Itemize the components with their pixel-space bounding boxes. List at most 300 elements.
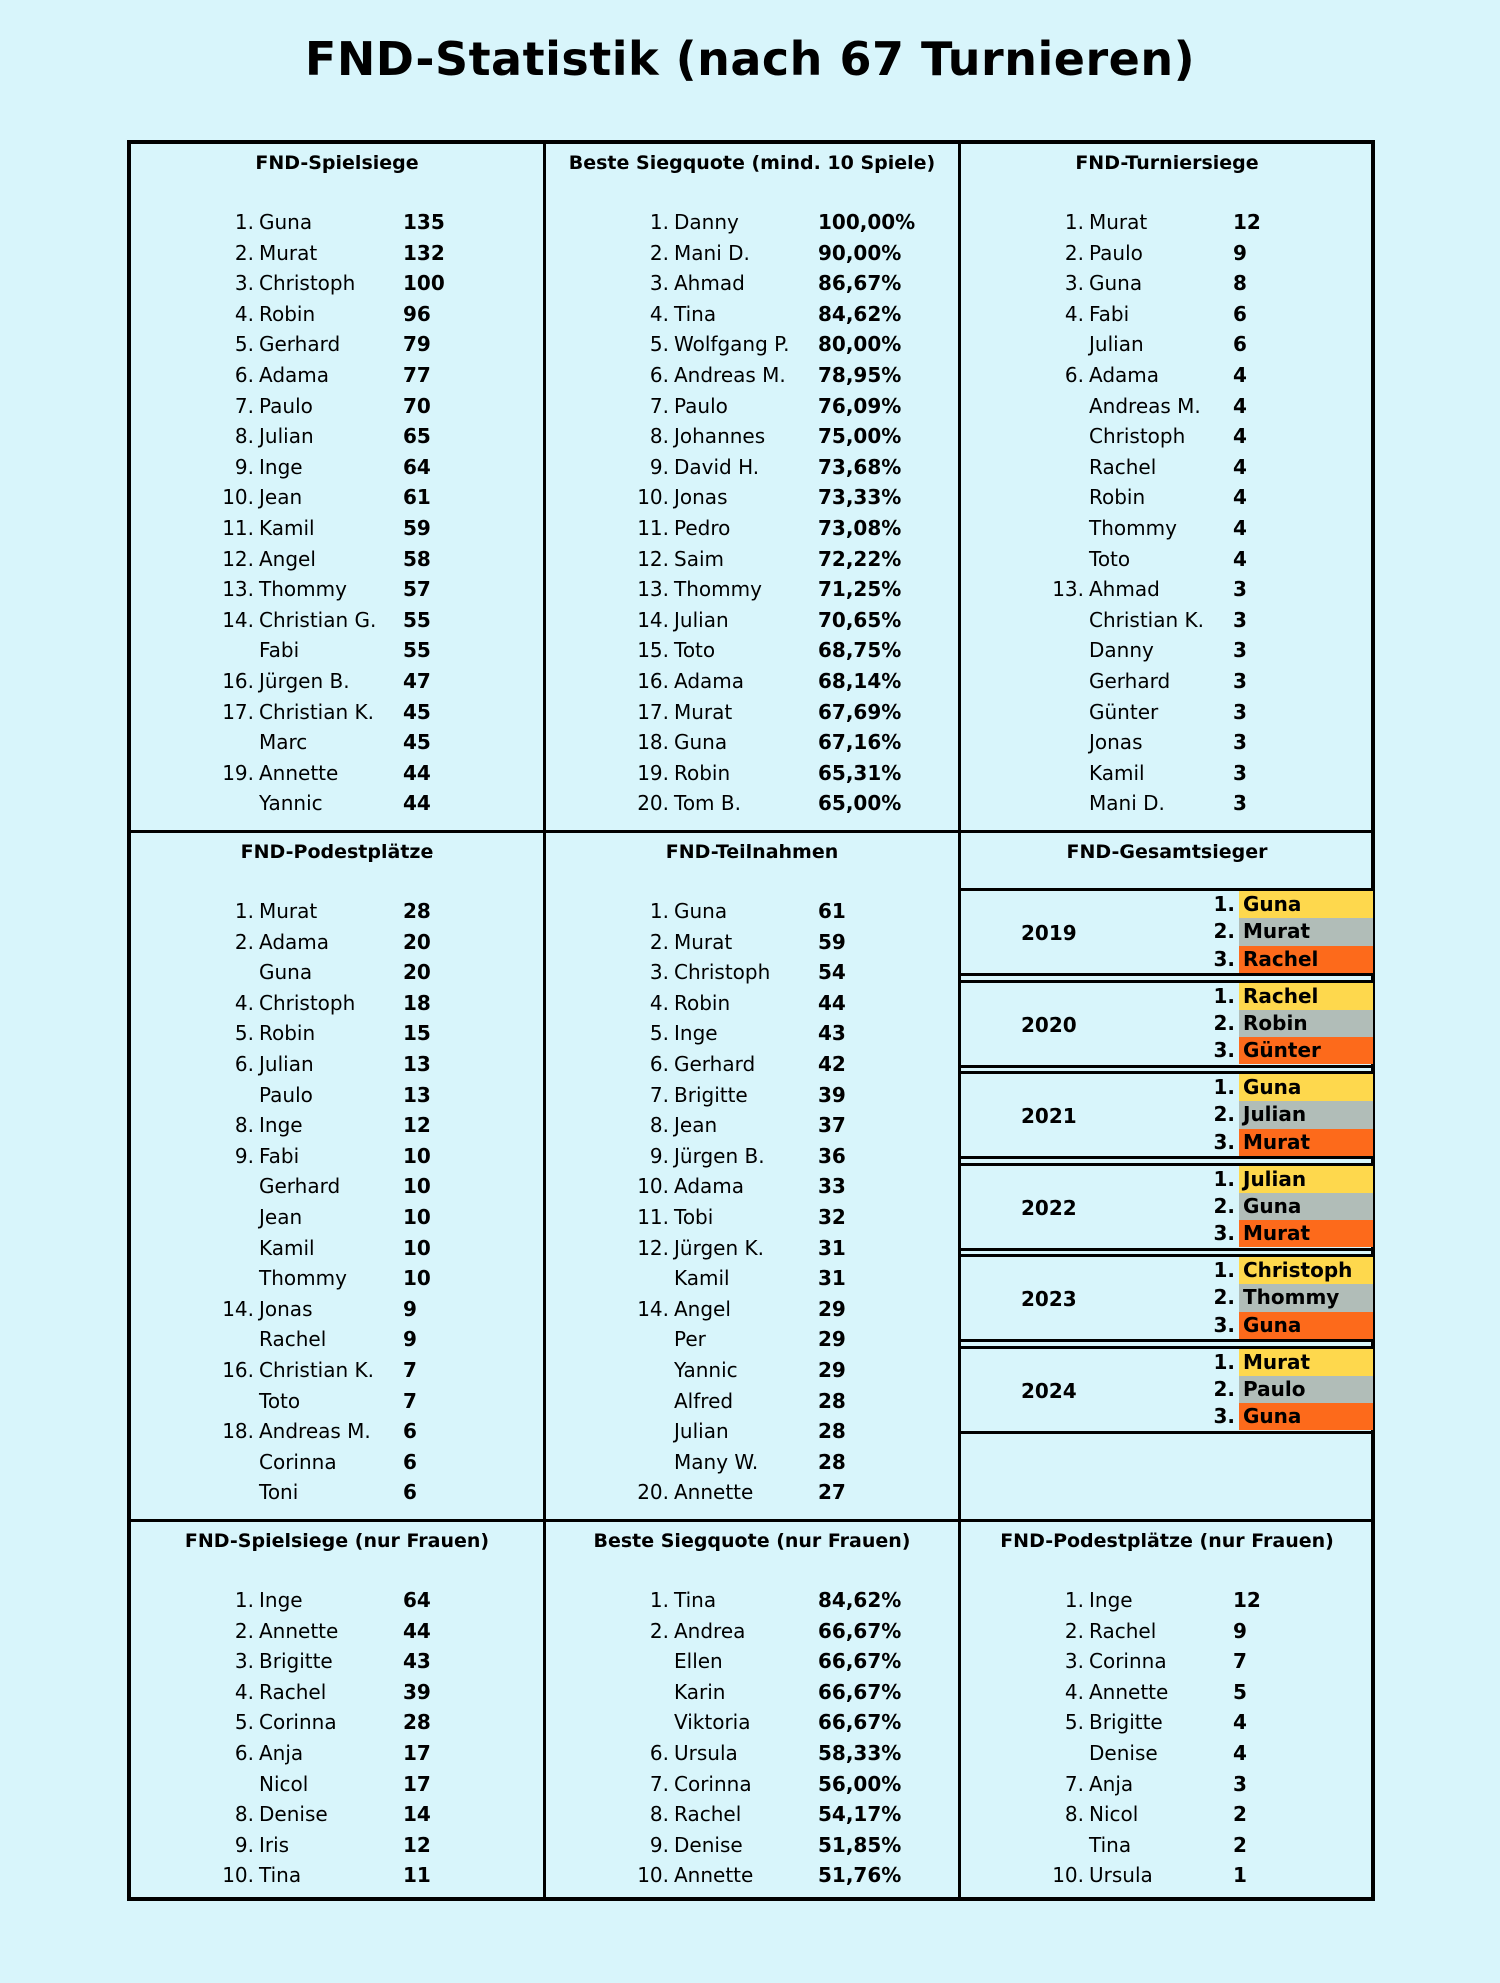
rank-label: 5. [649, 1021, 669, 1046]
list-item [546, 238, 958, 269]
list-item [131, 1049, 543, 1080]
player-name: Christoph [674, 960, 771, 985]
place-rank: 3. [1213, 1129, 1235, 1154]
rank-label: 17. [222, 699, 254, 724]
list-item [546, 1355, 958, 1386]
player-name: Many W. [674, 1449, 759, 1474]
podium-place [961, 1037, 1373, 1064]
podium-place [961, 1284, 1373, 1311]
player-name: Gerhard [259, 1174, 341, 1199]
player-name: Ursula [1089, 1863, 1153, 1888]
podium-place [961, 1257, 1373, 1284]
player-name: Inge [259, 1113, 303, 1138]
rank-label: 19. [637, 760, 669, 785]
player-name: Julian [674, 607, 729, 632]
panel-turniersiege [961, 144, 1373, 830]
stat-value: 44 [818, 990, 846, 1015]
list-item [131, 1294, 543, 1325]
stat-value: 75,00% [818, 424, 902, 449]
player-name: Annette [1089, 1679, 1169, 1704]
rank-label: 2. [649, 929, 669, 954]
stat-value: 18 [403, 990, 431, 1015]
rank-label: 7. [234, 393, 254, 418]
stat-value: 3 [1233, 760, 1247, 785]
player-name: Per [674, 1327, 706, 1352]
podium-place [961, 1349, 1373, 1376]
player-name: Toto [674, 638, 716, 663]
ranking-list [131, 207, 543, 819]
player-name: Inge [259, 454, 303, 479]
rank-label: 6. [649, 362, 669, 387]
player-name: Paulo [1089, 240, 1143, 265]
list-item [546, 1386, 958, 1417]
stat-value: 66,67% [818, 1649, 902, 1674]
player-name: Toto [1089, 546, 1131, 571]
stat-value: 39 [403, 1679, 431, 1704]
stat-value: 4 [1233, 424, 1247, 449]
player-name: Paulo [674, 393, 728, 418]
stat-value: 90,00% [818, 240, 902, 265]
list-item [546, 1447, 958, 1478]
player-name: Robin [1089, 485, 1146, 510]
page-title: FND-Statistik (nach 67 Turnieren) [304, 32, 1196, 86]
stat-value: 54 [818, 960, 846, 985]
rank-label: 10. [637, 1174, 669, 1199]
rank-label: 7. [1064, 1771, 1084, 1796]
rank-label: 3. [649, 960, 669, 985]
list-item [546, 1707, 958, 1738]
player-name: Jonas [259, 1296, 313, 1321]
stat-value: 8 [1233, 271, 1247, 296]
player-name: Fabi [1089, 301, 1130, 326]
stat-value: 29 [818, 1327, 846, 1352]
list-item [961, 1585, 1373, 1616]
year-label: 2023 [1021, 1287, 1077, 1311]
player-name: Denise [1089, 1740, 1158, 1765]
place-name: Julian [1239, 1101, 1373, 1128]
stat-value: 9 [403, 1327, 417, 1352]
stat-value: 135 [403, 210, 445, 234]
player-name: Brigitte [259, 1649, 333, 1674]
stat-value: 11 [403, 1863, 431, 1888]
stat-value: 100 [403, 271, 445, 296]
player-name: Guna [674, 899, 728, 923]
stat-value: 12 [1233, 1588, 1261, 1612]
list-item [546, 1616, 958, 1647]
list-item [131, 360, 543, 391]
year-label: 2024 [1021, 1378, 1077, 1403]
list-item [961, 207, 1373, 238]
panel-title: Beste Siegquote (nur Frauen) [593, 1530, 911, 1552]
player-name: Kamil [674, 1266, 730, 1291]
stat-value: 3 [1233, 668, 1247, 693]
player-name: Brigitte [674, 1082, 748, 1107]
stat-value: 4 [1233, 1710, 1247, 1735]
rank-label: 10. [637, 485, 669, 510]
stat-value: 66,67% [818, 1710, 902, 1735]
stat-value: 10 [403, 1235, 431, 1260]
list-item [546, 1018, 958, 1049]
place-rank: 2. [1213, 1285, 1235, 1310]
player-name: Adama [259, 362, 330, 387]
stat-value: 67,16% [818, 730, 902, 755]
stat-value: 15 [403, 1021, 431, 1046]
list-item [131, 1233, 543, 1264]
rank-label: 9. [649, 1143, 669, 1168]
stat-value: 3 [1233, 607, 1247, 632]
stat-value: 45 [403, 699, 431, 724]
rank-label: 11. [222, 515, 254, 540]
rank-label: 7. [649, 1771, 669, 1796]
stat-value: 4 [1233, 393, 1247, 418]
panel-podest [131, 833, 543, 1519]
panel-gesamtsieger [961, 833, 1373, 1519]
player-name: Rachel [259, 1679, 327, 1704]
player-name: Gerhard [259, 332, 341, 357]
panel-spielsiege-frauen [131, 1522, 543, 1897]
place-rank: 2. [1213, 1193, 1235, 1218]
rank-label: 1. [1064, 1588, 1084, 1612]
player-name: Ahmad [674, 271, 745, 296]
stat-value: 7 [403, 1388, 417, 1413]
stat-value: 54,17% [818, 1802, 902, 1827]
player-name: Guna [259, 960, 313, 985]
rank-label: 14. [637, 1296, 669, 1321]
list-item [546, 360, 958, 391]
rank-label: 9. [649, 454, 669, 479]
stat-value: 73,68% [818, 454, 902, 479]
list-item [131, 421, 543, 452]
stat-value: 20 [403, 960, 431, 985]
place-rank: 1. [1213, 1349, 1235, 1374]
stat-value: 10 [403, 1143, 431, 1168]
player-name: Rachel [1089, 454, 1157, 479]
player-name: Murat [1089, 210, 1148, 234]
stat-value: 76,09% [818, 393, 902, 418]
rank-label: 10. [222, 485, 254, 510]
rank-label: 8. [649, 1802, 669, 1827]
list-item [131, 1171, 543, 1202]
stat-value: 36 [818, 1143, 846, 1168]
stat-value: 33 [818, 1174, 846, 1199]
place-rank: 1. [1213, 1075, 1235, 1099]
player-name: Annette [259, 760, 339, 785]
list-item [961, 758, 1373, 789]
place-name: Christoph [1239, 1257, 1373, 1284]
rank-label: 8. [1064, 1802, 1084, 1827]
list-item [961, 482, 1373, 513]
player-name: Toni [259, 1480, 299, 1505]
list-item [546, 666, 958, 697]
place-rank: 3. [1213, 1312, 1235, 1337]
list-item [131, 1447, 543, 1478]
stat-value: 55 [403, 638, 431, 663]
podium-place [961, 918, 1373, 945]
place-name: Guna [1239, 1193, 1373, 1220]
player-name: Christian G. [259, 607, 377, 632]
rank-label: 12. [637, 1235, 669, 1260]
stat-value: 29 [818, 1296, 846, 1321]
player-name: Johannes [674, 424, 766, 449]
stat-value: 4 [1233, 546, 1247, 571]
stat-value: 43 [403, 1649, 431, 1674]
stat-value: 86,67% [818, 271, 902, 296]
place-name: Thommy [1239, 1284, 1373, 1311]
player-name: Viktoria [674, 1710, 751, 1735]
year-block [961, 888, 1373, 976]
stat-value: 27 [818, 1480, 846, 1505]
player-name: Christoph [259, 990, 356, 1015]
player-name: Robin [259, 1021, 316, 1046]
stat-value: 72,22% [818, 546, 902, 571]
list-item [546, 727, 958, 758]
stat-value: 64 [403, 454, 431, 479]
player-name: Julian [674, 1419, 729, 1444]
stat-value: 67,69% [818, 699, 902, 724]
player-name: Jonas [674, 485, 728, 510]
stat-value: 84,62% [818, 301, 902, 326]
list-item [131, 1707, 543, 1738]
rank-label: 2. [1064, 1618, 1084, 1643]
stat-value: 51,76% [818, 1863, 902, 1888]
stat-value: 70,65% [818, 607, 902, 632]
list-item [961, 1830, 1373, 1861]
list-item [131, 1416, 543, 1447]
rank-label: 8. [234, 424, 254, 449]
stat-value: 78,95% [818, 362, 902, 387]
list-item [131, 1080, 543, 1111]
stat-value: 64 [403, 1588, 431, 1612]
list-item [131, 697, 543, 728]
stat-value: 3 [1233, 730, 1247, 755]
rank-label: 5. [1064, 1710, 1084, 1735]
ranking-list [546, 207, 958, 819]
player-name: Guna [259, 210, 313, 234]
rank-label: 16. [637, 668, 669, 693]
player-name: Ahmad [1089, 577, 1160, 602]
rank-label: 8. [649, 1113, 669, 1138]
place-name: Murat [1239, 1129, 1373, 1156]
stat-value: 9 [1233, 1618, 1247, 1643]
list-item [131, 329, 543, 360]
rank-label: 6. [234, 362, 254, 387]
place-rank: 3. [1213, 1221, 1235, 1246]
place-name: Guna [1239, 1312, 1373, 1339]
list-item [546, 788, 958, 819]
list-item [546, 1324, 958, 1355]
stat-value: 4 [1233, 485, 1247, 510]
rank-label: 8. [649, 424, 669, 449]
player-name: Christoph [1089, 424, 1186, 449]
player-name: Tom B. [674, 791, 741, 816]
player-name: Annette [259, 1618, 339, 1643]
list-item [961, 238, 1373, 269]
panel-title: FND-Teilnahmen [665, 841, 839, 863]
list-item [131, 1830, 543, 1861]
list-item [131, 544, 543, 575]
stat-value: 100,00% [818, 210, 916, 234]
rank-label: 2. [234, 240, 254, 265]
list-item [546, 391, 958, 422]
rank-label: 10. [1052, 1863, 1084, 1888]
player-name: Brigitte [1089, 1710, 1163, 1735]
list-item [961, 513, 1373, 544]
place-name: Günter [1239, 1037, 1373, 1064]
place-rank: 1. [1213, 1258, 1235, 1282]
list-item [131, 452, 543, 483]
rank-label: 6. [1064, 362, 1084, 387]
stat-value: 3 [1233, 791, 1247, 816]
panel-title: FND-Podestplätze [240, 841, 434, 863]
rank-label: 3. [1064, 1649, 1084, 1674]
stat-value: 28 [403, 1710, 431, 1735]
player-name: Nicol [259, 1771, 309, 1796]
player-name: Jean [259, 1204, 303, 1229]
rank-label: 6. [234, 1051, 254, 1076]
podium-place [961, 983, 1373, 1010]
stat-value: 4 [1233, 454, 1247, 479]
list-item [961, 268, 1373, 299]
rank-label: 8. [234, 1802, 254, 1827]
stat-value: 13 [403, 1082, 431, 1107]
list-item [546, 1677, 958, 1708]
stat-value: 73,08% [818, 515, 902, 540]
list-item [961, 391, 1373, 422]
list-item [131, 1263, 543, 1294]
stat-value: 65,00% [818, 791, 902, 816]
stat-value: 77 [403, 362, 431, 387]
stat-value: 58 [403, 546, 431, 571]
stat-value: 2 [1233, 1802, 1247, 1827]
player-name: Guna [674, 730, 728, 755]
player-name: Karin [674, 1679, 726, 1704]
stat-value: 12 [403, 1832, 431, 1857]
player-name: Angel [259, 546, 316, 571]
player-name: Danny [674, 210, 739, 234]
podium-place [961, 1129, 1373, 1156]
player-name: Kamil [259, 515, 315, 540]
place-rank: 1. [1213, 983, 1235, 1008]
rank-label: 13. [637, 577, 669, 602]
stat-value: 17 [403, 1771, 431, 1796]
rank-label: 20. [637, 791, 669, 816]
list-item [961, 1707, 1373, 1738]
list-item [131, 1386, 543, 1417]
stat-value: 29 [818, 1357, 846, 1382]
stat-value: 7 [1233, 1649, 1247, 1674]
place-name: Murat [1239, 1220, 1373, 1247]
rank-label: 6. [649, 1740, 669, 1765]
player-name: Murat [674, 929, 733, 954]
stat-value: 57 [403, 577, 431, 602]
list-item [961, 1677, 1373, 1708]
stat-value: 68,75% [818, 638, 902, 663]
rank-label: 17. [637, 699, 669, 724]
statistics-grid [127, 140, 1375, 1901]
stat-value: 7 [403, 1357, 417, 1382]
podium-place [961, 1166, 1373, 1193]
list-item [546, 513, 958, 544]
player-name: Marc [259, 730, 308, 755]
stat-value: 65,31% [818, 760, 902, 785]
rank-label: 12. [637, 546, 669, 571]
list-item [546, 268, 958, 299]
player-name: Corinna [259, 1449, 337, 1474]
list-item [961, 574, 1373, 605]
stat-value: 70 [403, 393, 431, 418]
player-name: Fabi [259, 1143, 300, 1168]
panel-title: FND-Turniersiege [1075, 152, 1259, 174]
rank-label: 9. [234, 1143, 254, 1168]
list-item [546, 1416, 958, 1447]
list-item [961, 635, 1373, 666]
stat-value: 44 [403, 1618, 431, 1643]
rank-label: 5. [649, 332, 669, 357]
place-name: Guna [1239, 1403, 1373, 1430]
player-name: Kamil [1089, 760, 1145, 785]
player-name: Jean [259, 485, 303, 510]
player-name: Paulo [259, 1082, 313, 1107]
place-rank: 2. [1213, 1376, 1235, 1401]
stat-value: 61 [818, 899, 846, 923]
player-name: Tina [1089, 1832, 1132, 1857]
player-name: Murat [259, 899, 318, 923]
stat-value: 12 [1233, 210, 1261, 234]
place-rank: 2. [1213, 1102, 1235, 1127]
stat-value: 31 [818, 1235, 846, 1260]
player-name: Guna [1089, 271, 1143, 296]
list-item [961, 605, 1373, 636]
player-name: Rachel [1089, 1618, 1157, 1643]
player-name: Robin [674, 990, 731, 1015]
podium-place [961, 891, 1373, 918]
list-item [131, 207, 543, 238]
player-name: Ellen [674, 1649, 723, 1674]
list-item [961, 727, 1373, 758]
list-item [131, 1646, 543, 1677]
rank-label: 4. [1064, 301, 1084, 326]
place-name: Paulo [1239, 1376, 1373, 1403]
stat-value: 10 [403, 1174, 431, 1199]
rank-label: 13. [1052, 577, 1084, 602]
player-name: Corinna [1089, 1649, 1167, 1674]
place-name: Rachel [1239, 946, 1373, 973]
player-name: Christian K. [1089, 607, 1204, 632]
list-item [546, 1141, 958, 1172]
year-label: 2021 [1021, 1104, 1077, 1128]
stat-value: 51,85% [818, 1832, 902, 1857]
rank-label: 20. [637, 1480, 669, 1505]
stat-value: 28 [818, 1419, 846, 1444]
list-item [546, 1202, 958, 1233]
player-name: Gerhard [674, 1051, 756, 1076]
list-item [131, 391, 543, 422]
place-rank: 2. [1213, 1010, 1235, 1035]
rank-label: 1. [1064, 210, 1084, 234]
list-item [546, 1171, 958, 1202]
player-name: Corinna [674, 1771, 752, 1796]
player-name: Wolfgang P. [674, 332, 790, 357]
stat-value: 3 [1233, 1771, 1247, 1796]
player-name: Alfred [674, 1388, 734, 1413]
ranking-list [546, 1585, 958, 1891]
list-item [131, 513, 543, 544]
rank-label: 5. [234, 332, 254, 357]
stat-value: 44 [403, 791, 431, 816]
list-item [546, 1294, 958, 1325]
stat-value: 6 [403, 1449, 417, 1474]
podium-place [961, 1074, 1373, 1101]
